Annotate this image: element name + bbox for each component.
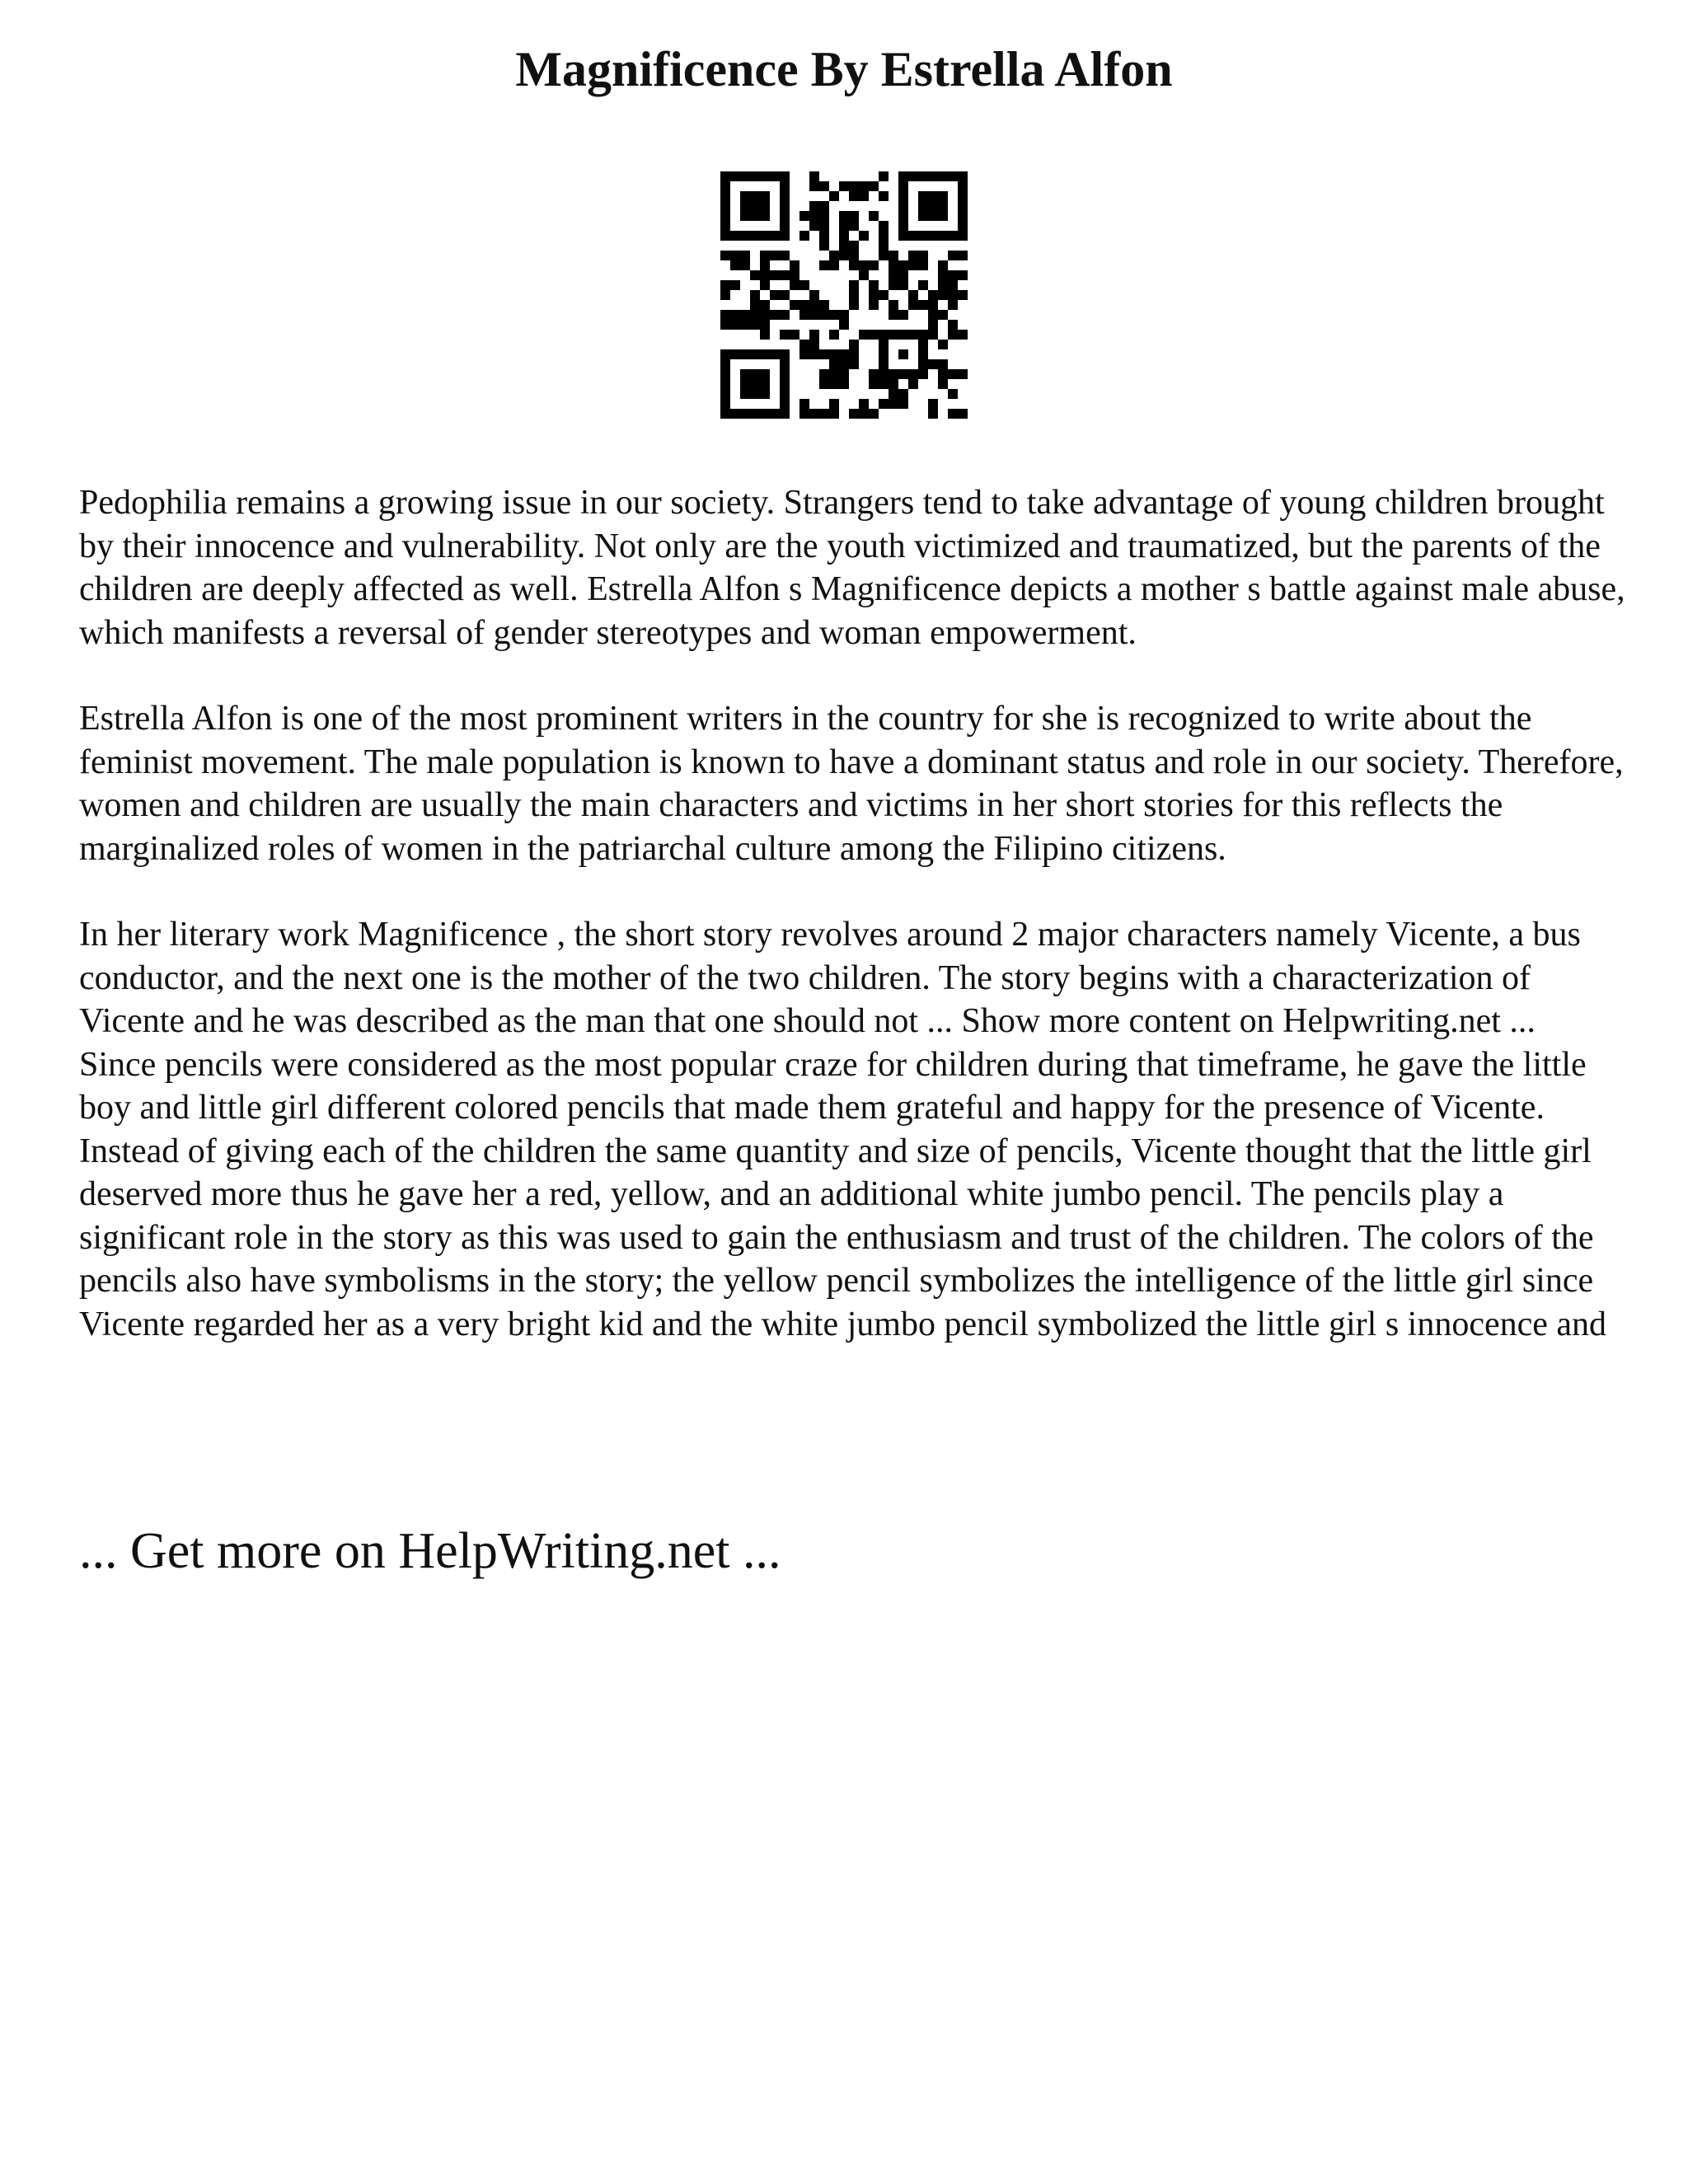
page-title: Magnificence By Estrella Alfon: [515, 42, 1173, 96]
paragraph-4: Since pencils were considered as the most popular craze for children during that timeframe, he gave the little boy and little girl different colored pencils that made them grateful and happy for the presence of Vicente. Instead of giving each of the children the same quantity and size of pencils, Vicente thought that the little girl deserved more thus he gave her a red, yellow, and an additional white jumbo pencil. The pencils play a significant role in the story as this was used to gain the enthusiasm and trust of the children. The colors of the pencils also have symbolisms in the story; the yellow pencil symbolizes the intelligence of the little girl since Vicente regarded her as a very bright kid and the white jumbo pencil symbolized the little girl s innocence and: [79, 1045, 1607, 1343]
paragraph-2: Estrella Alfon is one of the most prominent writers in the country for she is recognized to write about the feminist movement. The male population is known to have a dominant status and role in our society. Therefore, women and children are usually the main characters and victims in her short stories for this reflects the marginalized roles of women in the patriarchal culture among the Filipino citizens.: [79, 700, 1624, 868]
qr-code-icon: [720, 171, 968, 419]
paragraph-3: In her literary work Magnificence , the short story revolves around 2 major characters namely Vicente, a bus conductor, and the next one is the mother of the two children. The story begins with a characterization of Vicente and he was described as the man that one should not ... Show more content on Helpwriting.net ...: [79, 916, 1581, 1040]
paragraph-1: Pedophilia remains a growing issue in our society. Strangers tend to take advantage of young children brought by their innocence and vulnerability. Not only are the youth victimized and traumatized, but the parents of the children are deeply affected as well. Estrella Alfon s Magnificence depicts a mother s battle against male abuse, which manifests a reversal of gender stereotypes and woman empowerment.: [79, 484, 1625, 652]
get-more-link[interactable]: ... Get more on HelpWriting.net ...: [79, 1523, 781, 1579]
article-body: [79, 481, 1629, 1346]
